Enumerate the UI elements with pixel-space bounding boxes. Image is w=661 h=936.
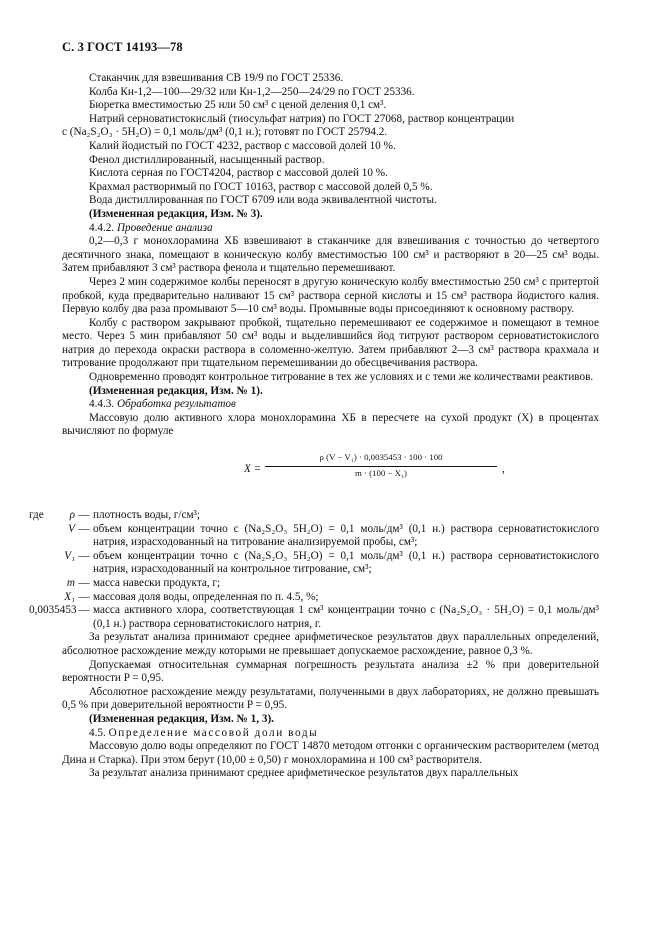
definition-row: m — масса навески продукта, г;: [29, 577, 599, 591]
section-heading-4-5: [89, 727, 599, 741]
definition-symbol: V: [68, 522, 75, 535]
document-body: [29, 72, 599, 781]
definition-text: масса навески продукта, г;: [93, 577, 221, 589]
definition-symbol: ρ: [69, 509, 75, 522]
reagent-line: Кислота серная по ГОСТ4204, раствор с массовой долей 10 %.: [89, 167, 388, 180]
section-heading-4-4-3: [89, 398, 599, 412]
edit-note: (Измененная редакция, Изм. № 1).: [89, 384, 263, 397]
reagent-line: Колба Кн-1,2—100—29/32 или Кн-1,2—250—24/29 по ГОСТ 25336.: [89, 85, 415, 98]
paragraph: Массовую долю воды определяют по ГОСТ 14870 методом отгонки с органическим растворителем (метод Дина и Старка). При этом берут (10,00 ± 0,50) г монохлорамина и 100 см³ растворителя.: [62, 740, 599, 766]
edit-note: (Измененная редакция, Изм. № 1, 3).: [89, 712, 274, 725]
paragraph: Колбу с раствором закрывают пробкой, тщательно перемешивают ее содержимое и помещают в темное место. Через 5 мин прибавляют 50 см³ воды и выделившийся йод титруют раствором серноватистокислого натрия до перехода окраски раствора в соломенно-желтую. Затем прибавляют 2—3 см³ раствора крахмала и титрование продолжают при тщательном перемешивании до обесцвечивания раствора.: [62, 316, 599, 370]
reagent-line: Крахмал растворимый по ГОСТ 10163, раствор с массовой долей 0,5 %.: [89, 180, 433, 193]
reagent-line: Стаканчик для взвешивания СВ 19/9 по ГОСТ 25336.: [89, 72, 344, 84]
definition-row: V — объем концентрации точно с (Na₂S₂O₃ 5H₂O) = 0,1 моль/дм³ (0,1 н.) раствора серноватистокислого натрия, израсходованный на титрование анализируемой пробы, см³;: [29, 523, 599, 550]
reagent-line: Натрий серноватистокислый (тиосульфат натрия) по ГОСТ 27068, раствор концентрации: [89, 112, 515, 125]
reagent-list: [62, 72, 599, 208]
formula-numerator: ρ (V − V₁) · 0,0035453 · 100 · 100: [265, 451, 497, 467]
section-title: Обработка результатов: [116, 398, 236, 411]
definitions-list: [29, 509, 599, 631]
definition-row: X₁ — массовая доля воды, определенная по п. 4.5, %;: [29, 591, 599, 605]
section-number: 4.4.2.: [89, 221, 115, 234]
formula-lhs: X =: [244, 463, 262, 476]
definition-text: объем концентрации точно с (Na₂S₂O₃ 5H₂O) = 0,1 моль/дм³ (0,1 н.) раствора серноватистокислого натрия, израсходованный на контрольное титрование, см³;: [93, 549, 599, 576]
section-title: Определение массовой доли воды: [108, 726, 319, 739]
paragraph: За результат анализа принимают среднее арифметическое результатов двух параллельных определений, абсолютное расхождение между которыми не превышает допускаемое расхождение, равное 0,3 %.: [62, 631, 599, 657]
section-title: Проведение анализа: [116, 221, 213, 234]
definition-symbol: 0,0035453: [29, 604, 77, 617]
reagent-line: Бюретка вместимостью 25 или 50 см³ с ценой деления 0,1 см³.: [89, 99, 387, 112]
paragraph: Допускаемая относительная суммарная погрешность результата анализа ±2 % при доверительной вероятности P = 0,95.: [62, 658, 599, 685]
paragraph: За результат анализа принимают среднее арифметическое результатов двух параллельных: [89, 767, 519, 780]
definition-text: масса активного хлора, соответствующая 1 см³ концентрации точно с (Na₂S₂O₃ · 5H₂O) = 0,1 моль/дм³ (0,1 н.) раствора серноватистокислого натрия, г.: [93, 604, 599, 630]
formula: [89, 443, 599, 493]
section-number: 4.5.: [89, 726, 106, 739]
definition-text: плотность воды, г/см³;: [93, 509, 201, 522]
paragraph: 0,2—0,3 г монохлорамина ХБ взвешивают в стаканчике для взвешивания с точностью до четвертого десятичного знака, помещают в коническую колбу вместимостью 100 см³ и растворяют в 20—25 см³ воды. Затем прибавляют 3 см³ раствора фенола и тщательно перемешивают.: [62, 235, 599, 275]
reagent-line: с (Na₂S₂O₃ · 5H₂O) = 0,1 моль/дм³ (0,1 н.); готовят по ГОСТ 25794.2.: [62, 126, 388, 139]
definition-lead: где: [29, 509, 44, 522]
definition-symbol: V₁: [64, 549, 75, 562]
definition-row: 0,0035453 — масса активного хлора, соответствующая 1 см³ концентрации точно с (Na₂S₂O₃ · 5H₂O) = 0,1 моль/дм³ (0,1 н.) раствора серноватистокислого натрия, г.: [29, 604, 599, 630]
section-number: 4.4.3.: [89, 398, 115, 411]
paragraph: Абсолютное расхождение между результатами, полученными в двух лабораториях, не должно превышать 0,5 % при доверительной вероятности P = 0,95.: [62, 685, 599, 712]
reagent-line: Калий йодистый по ГОСТ 4232, раствор с массовой долей 10 %.: [89, 139, 396, 152]
definition-symbol: m: [66, 577, 75, 589]
definition-text: объем концентрации точно с (Na₂S₂O₃ 5H₂O) = 0,1 моль/дм³ (0,1 н.) раствора серноватистокислого натрия, израсходованный на титрование анализируемой пробы, см³;: [93, 522, 599, 549]
formula-denominator: m · (100 − X₁): [354, 468, 407, 479]
definition-row: где ρ — плотность воды, г/см³;: [29, 509, 599, 523]
definition-symbol: X₁: [64, 590, 75, 603]
paragraph: Через 2 мин содержимое колбы переносят в другую коническую колбу вместимостью 250 см³ с притертой пробкой, куда предварительно наливают 15 см³ раствора серной кислоты и 15 см³ раствора йодистого калия. Первую колбу два раза промывают 5—10 см³ воды. Промывные воды присоединяют к основному раствору.: [62, 275, 599, 316]
page-header: С. 3 ГОСТ 14193—78: [62, 40, 183, 54]
reagent-line: Вода дистиллированная по ГОСТ 6709 или вода эквивалентной чистоты.: [89, 194, 437, 207]
definition-text: массовая доля воды, определенная по п. 4.5, %;: [93, 590, 319, 603]
formula-end: ,: [502, 463, 505, 476]
section-heading-4-4-2: [89, 222, 599, 236]
definition-row: V₁ — объем концентрации точно с (Na₂S₂O₃ 5H₂O) = 0,1 моль/дм³ (0,1 н.) раствора серноватистокислого натрия, израсходованный на контрольное титрование, см³;: [29, 550, 599, 577]
reagent-line: Фенол дистиллированный, насыщенный раствор.: [89, 153, 325, 166]
paragraph: Одновременно проводят контрольное титрование в тех же условиях и с теми же количествами реактивов.: [89, 371, 594, 384]
paragraph: Массовую долю активного хлора монохлорамина ХБ в пересчете на сухой продукт (X) в процентах вычисляют по формуле: [62, 411, 599, 438]
edit-note: (Измененная редакция, Изм. № 3).: [89, 207, 263, 220]
